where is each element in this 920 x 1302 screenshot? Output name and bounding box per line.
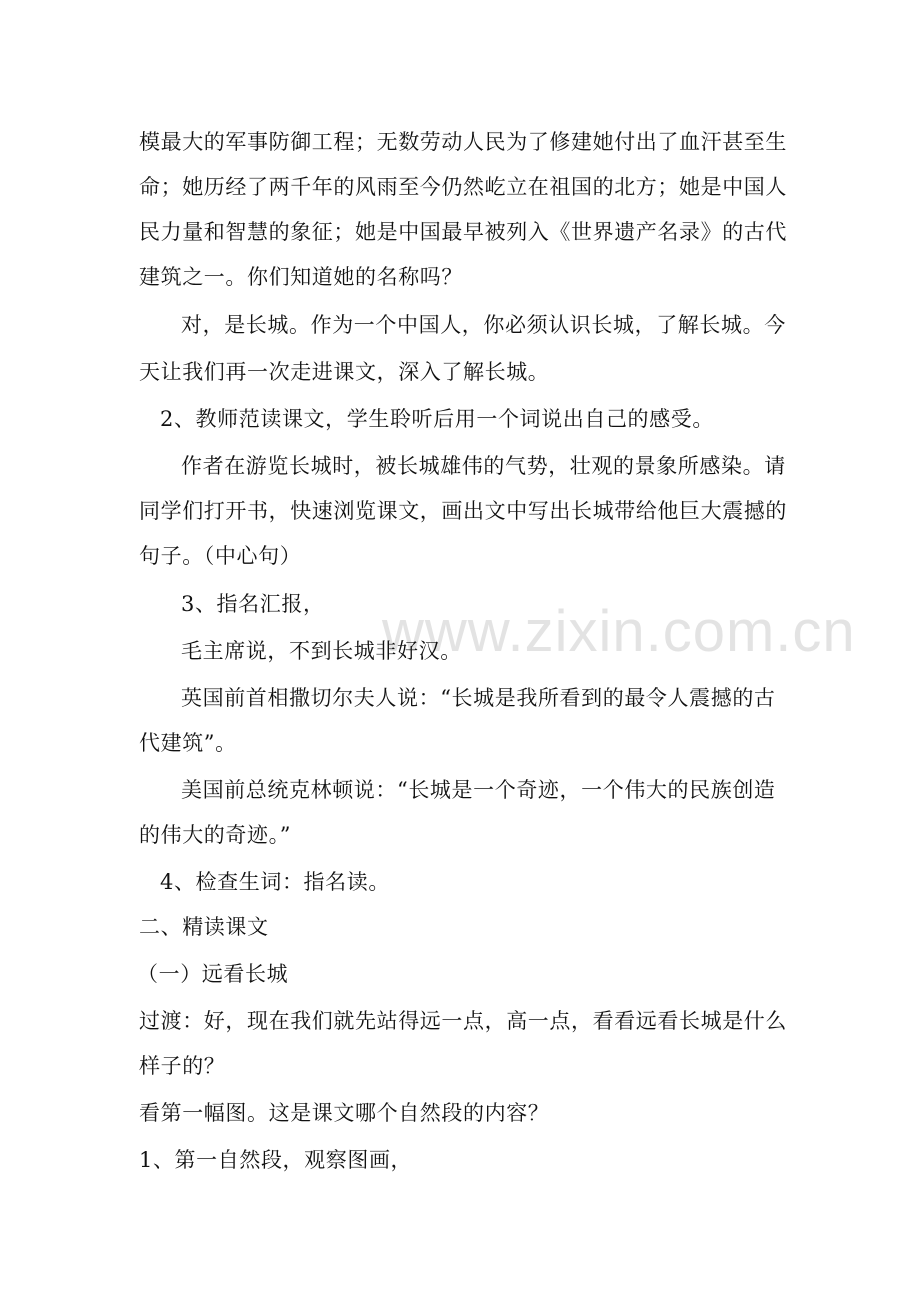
section-heading: 二、精读课文 (139, 915, 269, 939)
text-line: 代建筑”。 (139, 731, 237, 755)
subsection-heading: （一）远看长城 (137, 962, 289, 986)
text-line: 模最大的军事防御工程；无数劳动人民为了修建她付出了血汗甚至生 (139, 130, 787, 154)
text-line: 英国前首相撒切尔夫人说：“长城是我所看到的最令人震撼的古 (181, 686, 776, 710)
text-line: 看第一幅图。这是课文哪个自然段的内容？ (139, 1101, 550, 1125)
text-line: 命；她历经了两千年的风雨至今仍然屹立在祖国的北方；她是中国人 (139, 175, 787, 199)
text-line: 4、检查生词：指名读。 (160, 870, 390, 894)
text-line: 3、指名汇报， (181, 592, 325, 616)
text-line: 美国前总统克林顿说：“长城是一个奇迹，一个伟大的民族创造 (181, 778, 776, 802)
text-line: 同学们打开书，快速浏览课文，画出文中写出长城带给他巨大震撼的 (139, 499, 787, 523)
text-line: 样子的？ (139, 1054, 226, 1078)
text-line: 过渡：好，现在我们就先站得远一点，高一点，看看远看长城是什么 (139, 1009, 787, 1033)
watermark: www.zixin.com.cn (382, 599, 856, 664)
text-line: 民力量和智慧的象征；她是中国最早被列入《世界遗产名录》的古代 (139, 220, 787, 244)
text-line: 毛主席说，不到长城非好汉。 (181, 639, 462, 663)
text-line: 句子。（中心句） (139, 544, 302, 568)
text-line: 对，是长城。作为一个中国人，你必须认识长城，了解长城。今 (181, 313, 786, 337)
text-line: 天让我们再一次走进课文，深入了解长城。 (139, 360, 550, 384)
text-line: 作者在游览长城时，被长城雄伟的气势，壮观的景象所感染。请 (181, 454, 786, 478)
text-line: 建筑之一。你们知道她的名称吗？ (139, 265, 463, 289)
text-line: 1、第一自然段，观察图画， (139, 1148, 413, 1172)
text-line: 2、教师范读课文，学生聆听后用一个词说出自己的感受。 (160, 407, 714, 431)
text-line: 的伟大的奇迹。” (139, 823, 292, 847)
